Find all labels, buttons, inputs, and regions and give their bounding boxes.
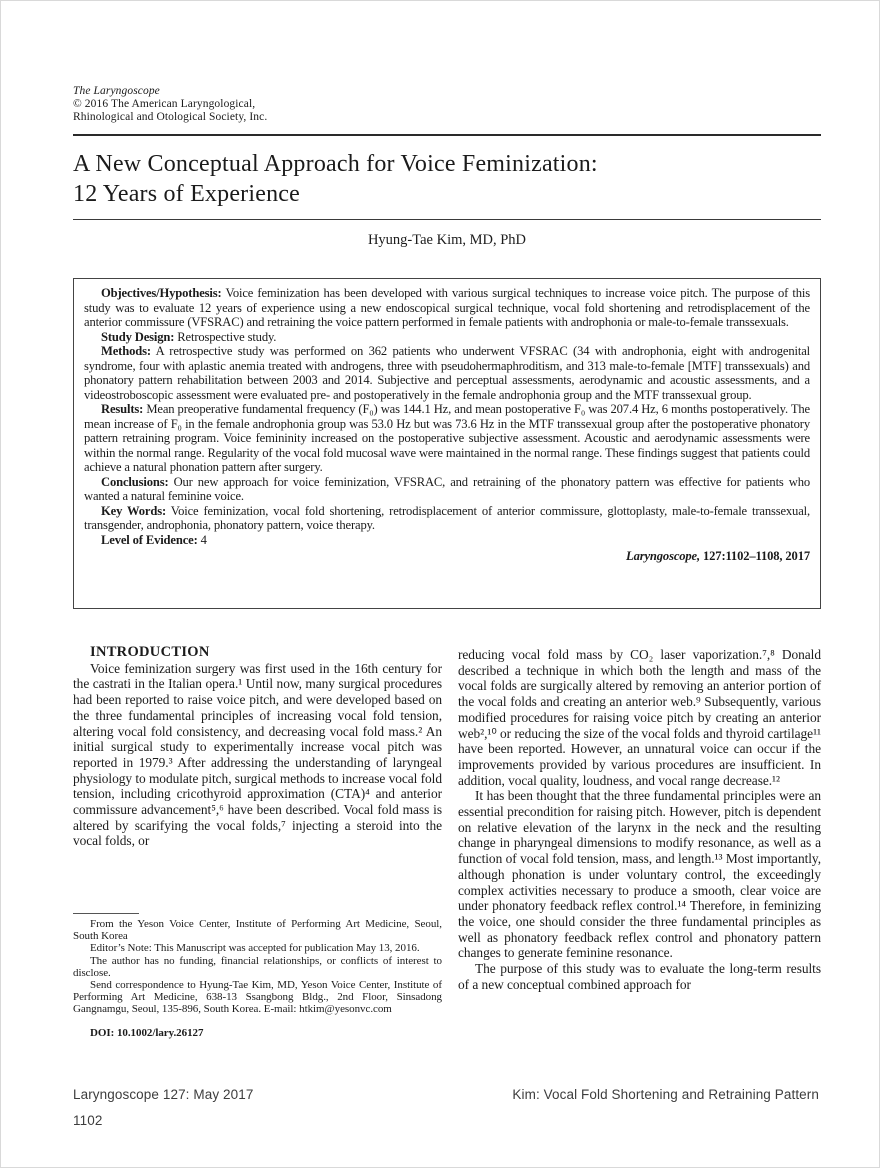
abstract-box — [73, 278, 821, 609]
abstract-key-words — [84, 504, 810, 533]
introduction-heading: INTRODUCTION — [90, 644, 210, 660]
abstract-methods-text: A retrospective study was performed on 362 patients who underwent VFSRAC (34 with androphonia, eight with androgenital syndrome, four with aplastic anemia treated with androgens, three with pseudohermaphroditism, and 313 male-to-female [MTF] transsexuals) and phonatory pattern rehabilitation between 2003 and 2014. Subjective and perceptual assessments, aerodynamic and acoustic assessments, and a videostroboscopic assessment were evaluated pre- and postoperatively in the female androphonia group and the MTF transsexual group. — [84, 344, 810, 402]
title-rule — [73, 219, 821, 220]
footer-running-head: Kim: Vocal Fold Shortening and Retraining Pattern — [512, 1087, 819, 1102]
abstract-level-of-evidence-text: 4 — [197, 532, 207, 547]
left-column — [73, 645, 442, 849]
copyright-line-1: © 2016 The American Laryngological, — [73, 97, 256, 110]
footnote-correspondence: Send correspondence to Hyung-Tae Kim, MD, Yeson Voice Center, Institute of Performing Art Medicine, 638-13 Ssangbong Bldg., 2nd Floor, Sinsadong Gangnamgu, Seoul, 135-896, South Korea. E-mail: htkim@yesonvc.com — [73, 979, 442, 1016]
footnote-rule — [73, 913, 139, 914]
abstract-study-design-label: Study Design: — [101, 329, 175, 344]
abstract-conclusions — [84, 475, 810, 504]
abstract-conclusions-text: Our new approach for voice feminization, VFSRAC, and retraining of the phonatory pattern was effective for patients who wanted a natural feminine voice. — [84, 474, 810, 503]
abstract-objectives — [84, 286, 810, 330]
right-column-paragraph-1: reducing vocal fold mass by CO₂ laser vaporization.⁷,⁸ Donald described a technique in which both the length and mass of the vocal folds are surgically altered by removing an anterior portion of the vocal folds and creating an anterior web.⁹ Subsequently, various modified procedures for raising voice pitch by creating an anterior web²,¹⁰ or reducing the size of the vocal folds and thyroid cartilage¹¹ have been reported. However, an unnatural voice can occur if the improvements provided by various procedures are insufficient. In addition, vocal quality, loudness, and vocal range decrease.¹² — [458, 647, 821, 788]
abstract-study-design-text: Retrospective study. — [174, 329, 277, 344]
right-column-paragraph-2: It has been thought that the three fundamental principles were an essential precondition for raising pitch. However, pitch is dependent on relative elevation of the larynx in the neck and the resulting change in pharyngeal dimensions to modify resonance, as well as a function of vocal fold tension, mass, and length.¹³ Most importantly, although phonation is under voluntary control, the exceedingly complex activities necessary to produce a smooth, clear voice are under phonatory feedback reflex control.¹⁴ Therefore, in feminizing the voice, one should consider the three fundamental principles as well as phonatory feedback reflex control and phonatory pattern changes to generate feminine resonance. — [458, 788, 821, 961]
article-title — [73, 149, 821, 209]
right-column-paragraph-3: The purpose of this study was to evaluate the long-term results of a new conceptual combined approach for — [458, 961, 821, 992]
abstract-objectives-label: Objectives/Hypothesis: — [101, 286, 222, 300]
right-column — [458, 647, 821, 992]
journal-header — [73, 85, 493, 123]
journal-name: The Laryngoscope — [73, 85, 160, 97]
abstract-citation — [84, 549, 810, 564]
footer-page-number: 1102 — [73, 1113, 103, 1128]
abstract-key-words-text: Voice feminization, vocal fold shortening, retrodisplacement of anterior commissure, glottoplasty, male-to-female transsexual, transgender, androphonia, phonatory pattern, voice therapy. — [84, 503, 810, 532]
article-title-line-1: A New Conceptual Approach for Voice Feminization: — [73, 151, 598, 177]
article-title-line-2: 12 Years of Experience — [73, 181, 300, 207]
abstract-level-of-evidence — [84, 533, 810, 548]
abstract-results — [84, 402, 810, 475]
abstract-citation-journal: Laryngoscope, — [626, 549, 700, 563]
copyright-line-2: Rhinological and Otological Society, Inc. — [73, 110, 268, 123]
left-column-paragraph: Voice feminization surgery was first used in the 16th century for the castrati in the Italian opera.¹ Until now, many surgical procedures had been reported to raise voice pitch, and were developed based on the three fundamental principles of increasing vocal fold tension, altering vocal fold consistency, and decreasing vocal fold mass.² An initial surgical study to experimentally increase vocal pitch was reported in 1979.³ After addressing the understanding of laryngeal physiology to modulate pitch, surgical methods to increase vocal fold tension, including cricothyroid approximation (CTA)⁴ and anterior commissure advancement⁵,⁶ have been described. Vocal fold mass is altered by scarifying the vocal folds,⁷ injecting a steroid into the vocal folds, or — [73, 660, 442, 849]
footnote-affiliation: From the Yeson Voice Center, Institute of Performing Art Medicine, Seoul, South Korea — [73, 918, 442, 943]
abstract-objectives-text: Voice feminization has been developed with various surgical techniques to increase voice pitch. The purpose of this study was to evaluate 12 years of experience using a new endoscopical surgical technique, vocal fold shortening and retrodisplacement of the anterior commissure (VFSRAC) and retraining the voice pattern performed in female patients with androphonia or male-to-female transsexuals. — [84, 286, 810, 329]
footnote-editors-note: Editor’s Note: This Manuscript was accepted for publication May 13, 2016. — [90, 942, 420, 955]
abstract-level-of-evidence-label: Level of Evidence: — [101, 532, 198, 547]
abstract-study-design — [84, 330, 810, 345]
author-name: Hyung-Tae Kim, MD, PhD — [367, 232, 527, 248]
abstract-results-text: Mean preoperative fundamental frequency (F₀) was 144.1 Hz, and mean postoperative F₀ was 207.4 Hz, 6 months postoperatively. The mean increase of F₀ in the female androphonia group was 53.0 Hz but was 73.6 Hz in the MTF transsexual group after the postoperative phonatory pattern retraining program. Voice femininity increased on the postoperative subjective assessment. Acoustic and aerodynamic assessments were within the normal range. Regularity of the vocal fold mucosal wave were maintained in the normal range. These findings suggest that patients could achieve a natural phonation pattern after surgery. — [84, 402, 810, 474]
abstract-conclusions-label: Conclusions: — [101, 474, 169, 489]
footnote-doi: DOI: 10.1002/lary.26127 — [90, 1026, 204, 1039]
abstract-key-words-label: Key Words: — [101, 503, 166, 518]
header-rule — [73, 134, 821, 136]
footnote-disclosure: The author has no funding, financial relationships, or conflicts of interest to disclose. — [73, 954, 442, 979]
abstract-results-label: Results: — [101, 402, 144, 416]
abstract-methods — [84, 344, 810, 402]
footer-journal-info: Laryngoscope 127: May 2017 — [73, 1087, 254, 1102]
footnotes — [73, 918, 442, 1039]
abstract-citation-rest: 127:1102–1108, 2017 — [700, 549, 810, 563]
abstract-methods-label: Methods: — [101, 344, 151, 358]
